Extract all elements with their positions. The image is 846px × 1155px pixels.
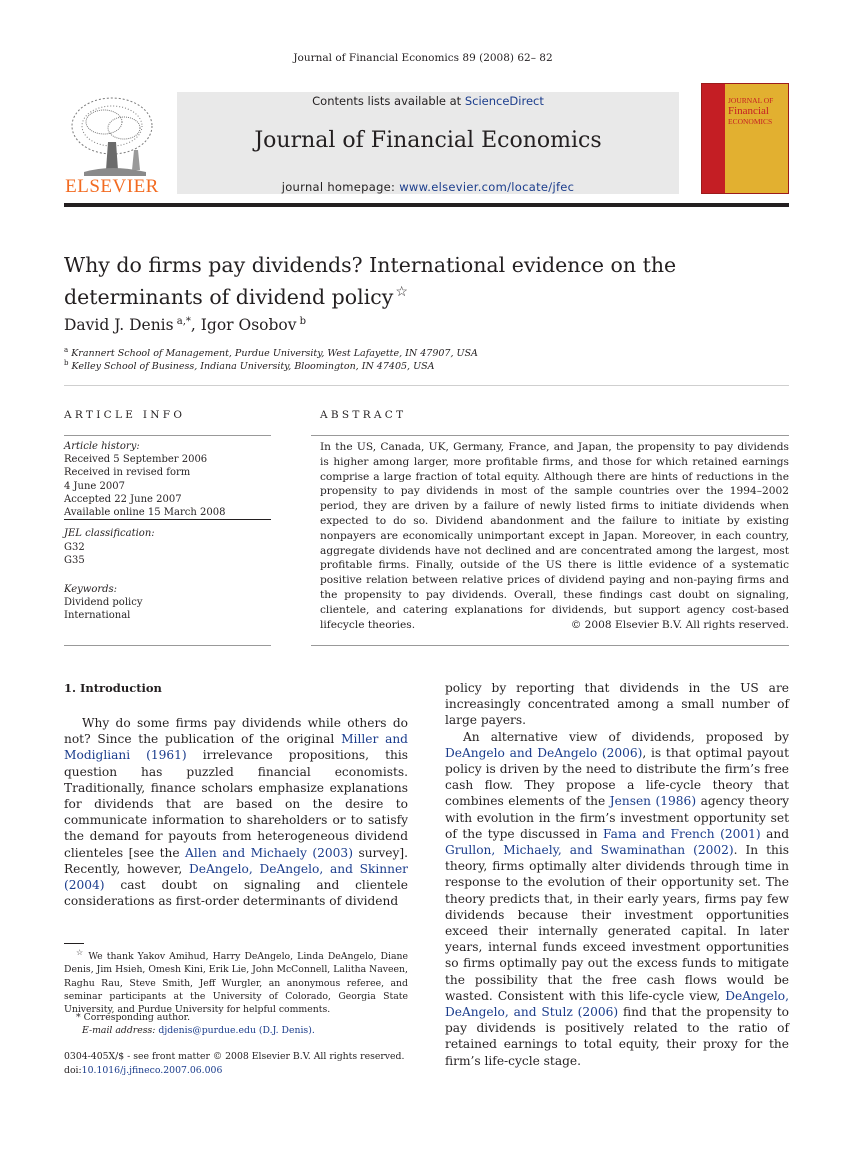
homepage-prefix: journal homepage: <box>281 180 400 194</box>
history-revised-date: 4 June 2007 <box>64 481 125 492</box>
citation-deangelo-stulz-link[interactable]: DeAngelo, DeAngelo, and Stulz (2006) <box>445 988 789 1020</box>
author-email-link[interactable]: djdenis@purdue.edu (D.J. Denis). <box>158 1025 315 1036</box>
introduction-heading: 1. Introduction <box>64 681 162 695</box>
cover-title <box>728 96 786 126</box>
body-column-left <box>64 715 408 909</box>
affiliation-a-text: Krannert School of Management, Purdue University, West Lafayette, IN 47907, USA <box>68 348 478 360</box>
footnote-thanks: We thank Yakov Amihud, Harry DeAngelo, Linda DeAngelo, Diane Denis, Jim Hsieh, Omesh Kini, Erik Lie, John McConnell, Lalitha Naveen, Raghu Rau, Steve Smith, Jeff Wurgler, an anonymous referee, and seminar participants at the University of Colorado, Georgia State University, and Purdue University for helpful comments. <box>64 951 408 1016</box>
text-run: . In this theory, firms optimally alter dividends through time in response to the evolution of their opportunity set. The theory predicts that, in their early years, firms pay few dividends because their investment opportunities exceed their internally generated capital. In later years, internal funds exceed investment opportunities so firms optimally pay out the excess funds to mitigate the possibility that the free cash flows would be wasted. Consistent with this life-cycle view, <box>445 843 789 1003</box>
affiliation-b <box>64 359 434 372</box>
author-denis-affil-mark[interactable]: a,* <box>173 316 191 327</box>
abstract-heading: ABSTRACT <box>320 409 407 421</box>
article-info-rule-mid <box>64 519 271 520</box>
history-label: Article history: <box>64 441 140 452</box>
cover-title-line2: Financial <box>728 105 769 117</box>
body-column-right <box>445 680 789 1069</box>
jel-label: JEL classification: <box>64 528 155 539</box>
affiliation-b-mark: b <box>64 359 69 367</box>
citation-grullon-link[interactable]: Grullon, Michaely, and Swaminathan (2002) <box>445 843 734 858</box>
text-run: cast doubt on signaling and clientele considerations as first-order determinants of dividend <box>64 878 408 909</box>
cover-side-strip <box>702 84 725 193</box>
article-title-line1: Why do firms pay dividends? International evidence on the <box>64 253 677 277</box>
article-info-rule-top <box>64 435 271 436</box>
intro-paragraph-1-continued: policy by reporting that dividends in the US are increasingly concentrated among a small number of large payers. <box>445 681 789 728</box>
history-online: Available online 15 March 2008 <box>64 507 226 518</box>
journal-homepage-link[interactable]: www.elsevier.com/locate/jfec <box>399 180 575 194</box>
jel-code: G32 <box>64 542 85 553</box>
text-run: irrelevance propositions, this question has puzzled financial economists. Traditionally, finance scholars emphasize explanations for dividends that are based on the desire to communicate information to shareholders or to satisfy the demand for payouts from heterogeneous dividend clienteles [see the <box>64 748 408 860</box>
keyword: Dividend policy <box>64 597 143 608</box>
citation-miller-modigliani-link[interactable]: Miller and Modigliani (1961) <box>64 732 408 763</box>
journal-title: Journal of Financial Economics <box>254 128 602 153</box>
text-run: , is that optimal payout policy is driven by the need to distribute the firm’s free cash flow. They propose a life-cycle theory that combines elements of the <box>445 745 789 809</box>
author-separator: , <box>190 316 201 335</box>
section-divider <box>64 385 789 386</box>
issn-line: 0304-405X/$ - see front matter © 2008 Elsevier B.V. All rights reserved. <box>64 1051 405 1062</box>
article-info-heading: ARTICLE INFO <box>64 409 186 421</box>
article-info-rule-bottom <box>64 645 271 646</box>
citation-jensen-link[interactable]: Jensen (1986) <box>609 794 697 809</box>
cover-title-line1: JOURNAL OF <box>728 96 774 105</box>
journal-reference: Journal of Financial Economics 89 (2008) 62– 82 <box>293 52 553 64</box>
article-title-line2-wrap <box>64 279 764 311</box>
footnote-rule <box>64 943 84 944</box>
author-list <box>64 316 306 334</box>
corresponding-author-note: * Corresponding author. <box>76 1012 191 1023</box>
citation-deangelo-2006-link[interactable]: DeAngelo and DeAngelo (2006) <box>445 745 643 760</box>
doi-line <box>64 1065 222 1076</box>
header-rule <box>64 203 789 207</box>
doi-link[interactable]: 10.1016/j.jfineco.2007.06.006 <box>81 1065 223 1076</box>
history-received: Received 5 September 2006 <box>64 454 208 465</box>
affiliation-b-text: Kelley School of Business, Indiana University, Bloomington, IN 47405, USA <box>68 361 435 373</box>
email-label: E-mail address: <box>82 1025 159 1036</box>
journal-cover-thumbnail[interactable] <box>701 83 789 194</box>
acknowledgement-footnote <box>64 946 408 1017</box>
email-line <box>82 1025 315 1036</box>
abstract-rule-top <box>311 435 789 436</box>
author-osobov[interactable]: Igor Osobov <box>200 316 297 335</box>
text-run: An alternative view of dividends, proposed by <box>463 729 789 744</box>
history-accepted: Accepted 22 June 2007 <box>64 494 182 505</box>
doi-label: doi: <box>64 1065 82 1076</box>
abstract-text: In the US, Canada, UK, Germany, France, and Japan, the propensity to pay dividends is higher among larger, more profitable firms, and those for which retained earnings comprise a large fraction of total equity. Although there are hints of reductions in the propensity to pay dividends in most of the sample countries over the 1994–2002 period, they are driven by a failure of newly listed firms to initiate dividends when expected to do so. Dividend abandonment and the failure to initiate by existing nonpayers are economically unimportant except in Japan. Moreover, in each country, aggregate dividends have not declined and are concentrated among the largest, most profitable firms. Finally, outside of the US there is little evidence of a systematic positive relation between relative prices of dividend paying and non-paying firms and the propensity to pay dividends. Overall, these findings cast doubt on signaling, clientele, and catering explanations for dividends, but support agency cost-based lifecycle theories. <box>320 441 789 631</box>
citation-fama-french-link[interactable]: Fama and French (2001) <box>602 826 761 841</box>
journal-homepage-line <box>177 180 679 194</box>
title-footnote-star-icon[interactable]: ☆ <box>395 284 408 300</box>
intro-paragraph-2 <box>445 729 789 1069</box>
text-run: Why do some firms pay dividends while others do not? Since the publication of the original <box>64 716 408 747</box>
citation-deangelo-skinner-link[interactable]: DeAngelo, DeAngelo, and Skinner (2004) <box>64 861 408 893</box>
keywords-label: Keywords: <box>64 584 118 595</box>
contents-prefix: Contents lists available at <box>312 94 465 108</box>
contents-available-line <box>177 94 679 108</box>
history-revised: Received in revised form <box>64 467 191 478</box>
text-run: survey]. Recently, however, <box>64 845 408 876</box>
affiliation-a-mark: a <box>64 346 69 354</box>
text-run: agency theory with evolution in the firm’s investment opportunity set of the type discussed in <box>445 794 789 841</box>
citation-allen-michaely-link[interactable]: Allen and Michaely (2003) <box>185 845 353 860</box>
affiliation-a <box>64 346 478 359</box>
intro-paragraph-1 <box>64 715 408 909</box>
keyword: International <box>64 610 131 621</box>
cover-title-line3: ECONOMICS <box>728 117 773 126</box>
sciencedirect-link[interactable]: ScienceDirect <box>464 94 544 108</box>
article-title <box>64 252 764 311</box>
article-title-line2: determinants of dividend policy <box>64 284 394 309</box>
jel-code: G35 <box>64 555 85 566</box>
author-denis[interactable]: David J. Denis <box>64 316 174 335</box>
text-run: and <box>760 826 789 841</box>
abstract-copyright: © 2008 Elsevier B.V. All rights reserved. <box>570 619 789 631</box>
author-osobov-affil-mark[interactable]: b <box>296 316 307 327</box>
text-run: find that the propensity to pay dividends is positively related to the ratio of retained earnings to total equity, their proxy for the firm’s life-cycle stage. <box>445 1005 789 1068</box>
elsevier-wordmark: ELSEVIER <box>65 176 159 197</box>
footnote-star-icon: ☆ <box>76 948 85 957</box>
abstract-rule-bottom <box>311 645 789 646</box>
